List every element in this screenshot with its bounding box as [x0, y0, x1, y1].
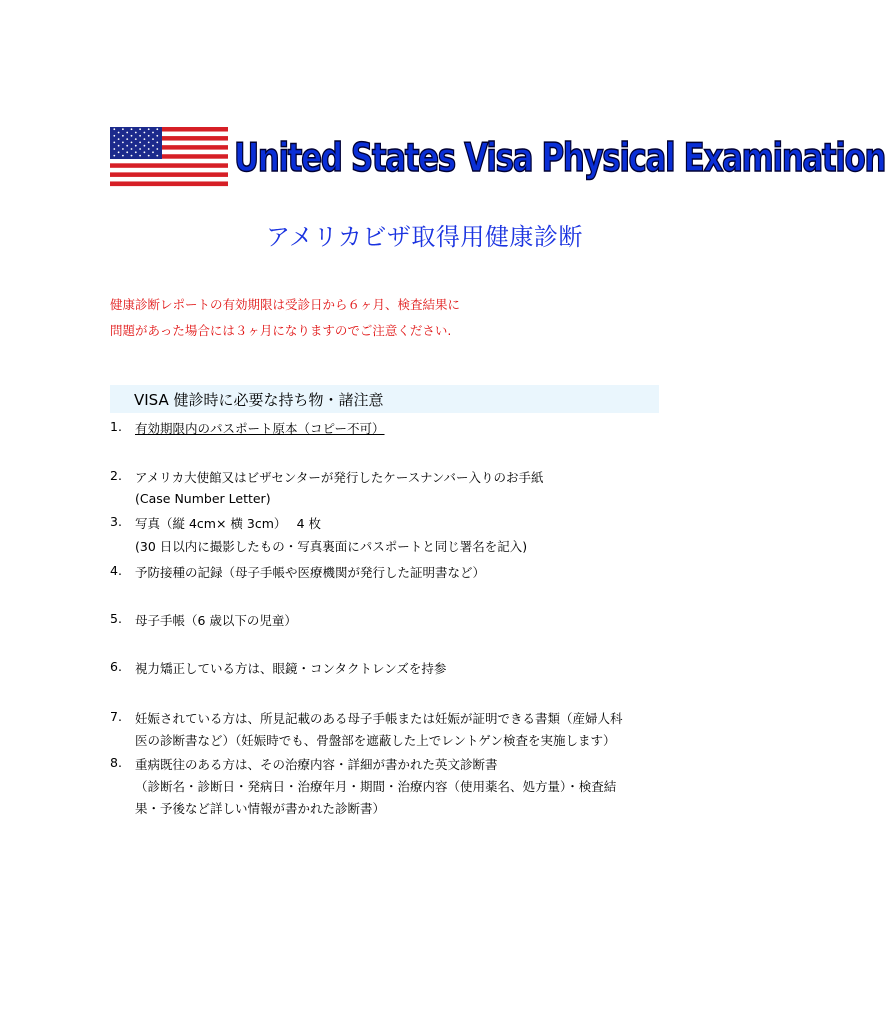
item-text: 重病既往のある方は、その治療内容・詳細が書かれた英文診断書: [135, 757, 498, 772]
section-title: VISA 健診時に必要な持ち物・諸注意: [134, 391, 384, 409]
banner-title: United States Visa Physical Examination: [234, 136, 885, 181]
item-number: 1.: [110, 419, 122, 434]
item-text: アメリカ大使館又はビザセンターが発行したケースナンバー入りのお手紙: [135, 470, 544, 485]
page-title: アメリカビザ取得用健康診断: [266, 223, 583, 251]
item-text: 視力矯正している方は、眼鏡・コンタクトレンズを持参: [135, 661, 447, 676]
item-number: 6.: [110, 659, 122, 674]
item-text: 写真（縦 4cm× 横 3cm） 4 枚: [135, 516, 322, 531]
item-number: 3.: [110, 514, 122, 529]
item-text: 医の診断書など）（妊娠時でも、骨盤部を遮蔽した上でレントゲン検査を実施します）: [135, 733, 616, 748]
item-number: 4.: [110, 563, 122, 578]
notice-line-1: 健康診断レポートの有効期限は受診日から６ヶ月、検査結果に: [110, 297, 461, 312]
item-text: 有効期限内のパスポート原本（コピー不可）: [135, 421, 385, 436]
item-text: (Case Number Letter): [135, 491, 271, 506]
us-flag-icon: [110, 127, 228, 186]
item-number: 8.: [110, 755, 122, 770]
item-text: 母子手帳（6 歳以下の児童）: [135, 613, 297, 628]
item-text: 予防接種の記録（母子手帳や医療機関が発行した証明書など）: [135, 565, 486, 580]
item-number: 7.: [110, 709, 122, 724]
item-text: 果・予後など詳しい情報が書かれた診断書）: [135, 801, 386, 816]
item-text: (30 日以内に撮影したもの・写真裏面にパスポートと同じ署名を記入): [135, 539, 528, 554]
item-text: （診断名・診断日・発病日・治療年月・期間・治療内容（使用薬名、処方量）・検査結: [135, 779, 617, 794]
item-number: 2.: [110, 468, 122, 483]
item-text: 妊娠されている方は、所見記載のある母子手帳または妊娠が証明できる書類（産婦人科: [135, 711, 623, 726]
notice-line-2: 問題があった場合には３ヶ月になりますのでご注意ください.: [110, 323, 452, 338]
item-number: 5.: [110, 611, 122, 626]
